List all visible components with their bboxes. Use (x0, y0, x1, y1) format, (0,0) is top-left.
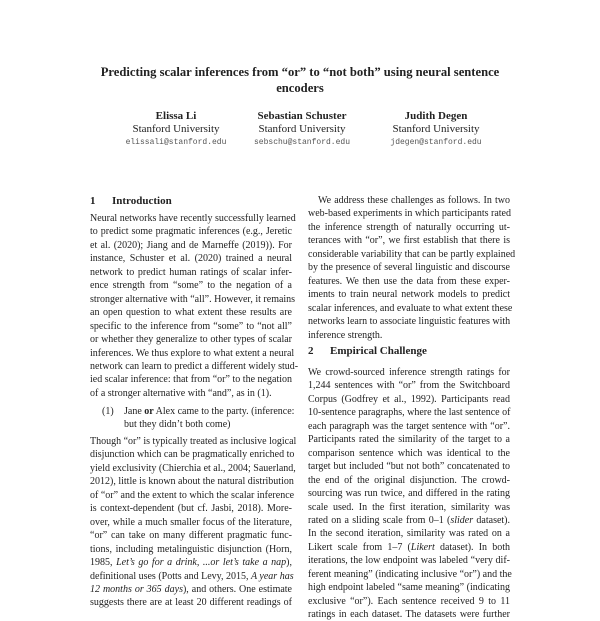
text-line: each paragraph was the target sentence with “or”. (308, 420, 510, 432)
text-line: high endpoint labeled “same meaning” (indicating (308, 582, 510, 594)
author-email: jdegen@stanford.edu (390, 138, 482, 147)
text-line: instance, Schuster et al. (2020) trained a neural (90, 253, 292, 265)
text-line: definitional uses (Potts and Levy, 2015, A year has (90, 570, 294, 582)
text-line: iments to train neural network models to predict (308, 289, 510, 301)
author-email: elissali@stanford.edu (125, 138, 227, 147)
text-line: yield exclusivity (Chierchia et al., 2004; Sauerland, (90, 462, 296, 474)
text-line: 12 months or 365 days), and others. One estimate (90, 583, 292, 595)
text-line: exclusive “or”). Each sentence received 9 to 11 (308, 595, 510, 607)
text-line: In the second iteration, similarity was rated on a (308, 528, 510, 540)
text-line: features. We then use the data from these exper- (308, 275, 510, 287)
text-line: inference strength. (308, 329, 383, 341)
text-line: “or” can take on many different pragmatic func- (90, 530, 292, 542)
text-line: Jane or Alex came to the party. (inference: (124, 406, 295, 417)
text-line: rated on a sliding scale from 0–1 (slider dataset). (308, 514, 511, 526)
example-label: (1) (102, 406, 114, 417)
text-line: scale used. In the first iteration, similarity was (308, 501, 510, 513)
paper-title (60, 64, 540, 96)
section-title: Introduction (112, 195, 172, 207)
author-email: sebschu@stanford.edu (253, 138, 350, 147)
text-line: the end of the original disjunction. The crowd- (308, 474, 510, 486)
author-name: Judith Degen (404, 110, 468, 122)
text-line: terances with “or”, we first establish that there is (308, 235, 510, 247)
section-number: 2 (308, 345, 314, 357)
text-line: is context-dependent (but cf. Jasbi, 2018). More- (90, 503, 292, 515)
text-line: inferences. We thus explore to what extent a neural (90, 347, 295, 359)
text-line: comparison sentence which was identical to the (308, 447, 510, 459)
text-line: of a stronger alternative with “and”, as in (1). (90, 387, 272, 399)
text-line: but they didn’t both come) (124, 419, 231, 431)
text-line: Neural networks have recently successfully learned (90, 213, 296, 224)
text-line: considerable variability that can be partly explained (308, 248, 516, 260)
text-line: networks learn to associate linguistic features with (308, 316, 511, 328)
text-line: tions, including metalinguistic disjunction (Horn, (90, 543, 292, 555)
text-line: Though “or” is typically treated as inclusive logical (90, 436, 297, 447)
section-heading-empirical-challenge (308, 345, 427, 357)
title-line: encoders (276, 81, 324, 95)
text-line: Corpus (Godfrey et al., 1992). Participants read (308, 393, 510, 405)
text-line: 1,244 sentences with “or” from the Switchboard (308, 380, 510, 392)
text-line: ence strength from “some” to the negation of a (90, 280, 292, 292)
title-line: Predicting scalar inferences from “or” to “not both” using neural sentence (100, 65, 500, 79)
text-line: et al. (2020); Jiang and de Marneffe (2019)). For (90, 239, 292, 251)
text-line: ferent meaning” (indicating inclusive “or”) and the (308, 568, 512, 580)
text-line: suggests there are at least 20 different readings of (90, 597, 292, 609)
text-line: 10-sentence paragraphs, where the last sentence of (308, 407, 511, 419)
text-line: to predict some pragmatic inferences (e.g., Jeretic (90, 226, 292, 238)
text-line: Likert scale from 1–7 (Likert dataset). In both (308, 541, 511, 553)
text-line: an open question to what extent these results are (90, 307, 292, 319)
text-line: web-based experiments in which participants rated (308, 208, 511, 220)
text-line: ied scalar inference: that from “or” to the negation (90, 374, 292, 386)
text-line: network can learn to predict a different widely stud- (90, 360, 299, 372)
text-line: or whether they generalize to other types of scalar (90, 334, 292, 346)
text-line: specific to the inference from “some” to “not all” (90, 320, 292, 332)
text-line: disjunction which can be pragmatically enriched to (90, 449, 295, 461)
author-affiliation: Stanford University (392, 123, 480, 135)
text-line: target but included “but not both” concatenated to (308, 461, 510, 473)
text-line: sourcing was run twice, and differed in the rating (308, 488, 510, 500)
section-title: Empirical Challenge (330, 345, 427, 357)
text-line: the inference strength of naturally occurring ut- (308, 221, 510, 233)
text-line: scalar inferences, and evaluate to what extent these (308, 302, 513, 314)
author-affiliation: Stanford University (132, 123, 220, 135)
text-line: over, while a much smaller focus of the literature, (90, 516, 292, 528)
section-number: 1 (90, 195, 96, 207)
text-line: iterations, the low endpoint was labeled “very dif- (308, 555, 510, 567)
section-heading-introduction (90, 195, 172, 207)
author-name: Sebastian Schuster (257, 110, 347, 122)
text-line: 1985, Let’s go for a drink, ...or let’s take a nap), (90, 557, 293, 569)
author-block (356, 110, 516, 149)
author-affiliation: Stanford University (258, 123, 346, 135)
text-line: We address these challenges as follows. In two (318, 195, 510, 206)
text-line: stronger alternative with “all”. However, it remains (90, 293, 296, 305)
text-line: We crowd-sourced inference strength ratings for (308, 367, 510, 378)
text-line: 2012), little is known about the natural distribution (90, 476, 294, 488)
text-line: ratings in each dataset. The datasets were further (308, 609, 510, 621)
author-name: Elissa Li (155, 110, 197, 122)
text-line: by the presence of several linguistic and discourse (308, 262, 510, 274)
text-line: Participants rated the similarity of the target to a (308, 434, 510, 446)
text-line: network to predict human ratings of scalar infer- (90, 266, 292, 278)
text-line: of “or” and the extent to which the scalar inference (90, 489, 295, 501)
